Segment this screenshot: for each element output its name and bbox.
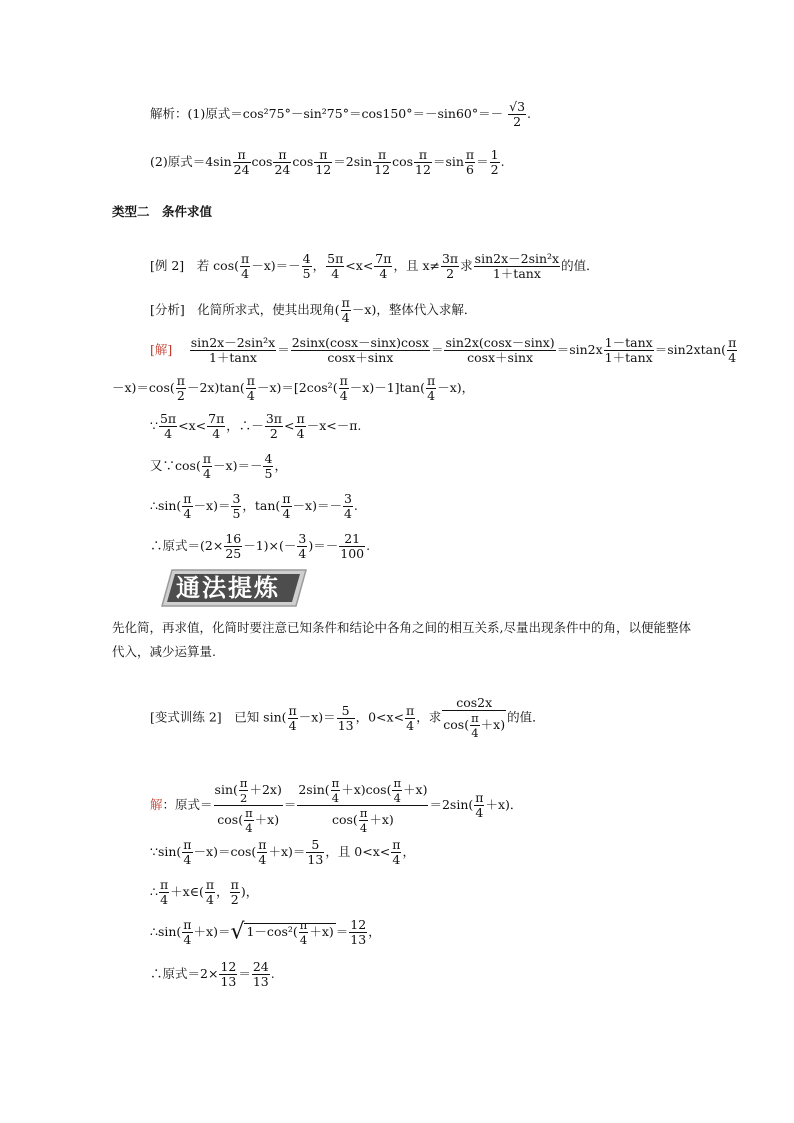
fraction: $\frac{\pi}{4}$ — [296, 411, 305, 441]
fraction: $\frac{\pi}{4}$ — [183, 917, 192, 947]
fraction: $\frac{\pi}{4}$ — [299, 918, 308, 947]
fraction: $\frac{2\sin x(\cos x-\sin x)\cos x}{\cos x+\sin x}$ — [291, 335, 429, 365]
fraction: $\frac{7\pi}{4}$ — [375, 251, 392, 281]
analysis-2: [分析] 化简所求式，使其出现角( $\frac{\pi}{4}$ －x)，整体代入求解． — [150, 295, 477, 325]
fraction: $\frac{\pi}{2}$ — [239, 776, 248, 805]
fraction: $\frac{\pi}{4}$ — [339, 373, 348, 403]
solution-line-6: ∴原式＝(2× $\frac{16}{25}$ －1)×(－ $\frac{3}{4}$ )＝－ $\frac{21}{100}$ . — [150, 531, 371, 561]
analysis-line-2: (2)原式＝4sin $\frac{\pi}{24}$ cos $\frac{\pi}{24}$ cos $\frac{\pi}{12}$ ＝2sin $\frac{\pi}{12}$ cos $\frac{\pi}{12}$ ＝sin $\frac{\pi}{6}$ ＝ $\frac{1}{2}$ . — [150, 147, 505, 177]
fraction: $\frac{\pi}{12}$ — [315, 147, 332, 177]
fraction: $\frac{\pi}{4}$ — [393, 776, 402, 805]
fraction: $\frac{1}{2}$ — [490, 147, 499, 177]
solution-line-4: 又∵cos( $\frac{\pi}{4}$ －x)＝－ $\frac{4}{5}$ ， — [150, 451, 287, 481]
variant-solution-line-4: ∴sin( $\frac{\pi}{4}$ ＋x)＝√ 1－cos²( $\frac{\pi}{4}$ ＋x) ＝ $\frac{12}{13}$ ， — [150, 917, 381, 947]
solution-line-3: ∵ $\frac{5\pi}{4}$ <x< $\frac{7\pi}{4}$ ，∴－ $\frac{3\pi}{2}$ < $\frac{\pi}{4}$ －x<－π. — [150, 411, 362, 441]
fraction: $\frac{1-\tan x}{1+\tan x}$ — [604, 335, 653, 365]
section-title: 类型二 条件求值 — [112, 204, 213, 219]
fraction: $\frac{12}{13}$ — [350, 917, 367, 947]
solution-label: [解] — [150, 342, 173, 357]
fraction: sin( $\frac{\pi}{2}$ ＋2x) cos( $\frac{\pi}{4}$ ＋x) — [214, 776, 282, 835]
fraction: $\frac{5\pi}{4}$ — [159, 411, 177, 441]
fraction: $\frac{\pi}{2}$ — [230, 877, 239, 907]
fraction: $\frac{7\pi}{4}$ — [208, 411, 225, 441]
fraction: $\frac{\text{sin2x－2sin²x}}{1+\tan x}$ — [190, 335, 276, 365]
fraction: $\frac{\pi}{24}$ — [274, 147, 291, 177]
fraction: $\frac{\pi}{4}$ — [406, 702, 415, 733]
fraction: $\frac{5}{13}$ — [337, 702, 354, 733]
fraction: $\frac{\pi}{4}$ — [282, 491, 291, 521]
fraction: $\frac{24}{13}$ — [252, 959, 269, 989]
solution-line-1: [解] $\frac{\text{sin2x－2sin²x}}{1+\tan x}$ ＝ $\frac{2\sin x(\cos x-\sin x)\cos x}{\cos x+\sin x}$ ＝ $\frac{\sin 2x(\cos x-\sin x)}{\cos x+\sin x}$ ＝sin2x $\frac{1-\tan x}{1+\tan x}$ ＝sin2xtan( $\frac{\pi}{4}$ — [150, 335, 737, 365]
fraction: $\frac{\pi}{4}$ — [471, 711, 479, 740]
fraction: $\frac{\pi}{4}$ — [359, 806, 368, 835]
variant-solution-line-5: ∴原式＝2× $\frac{12}{13}$ ＝ $\frac{24}{13}$ . — [150, 959, 275, 989]
fraction: $\frac{\pi}{4}$ — [426, 373, 436, 403]
fraction: $\frac{\pi}{4}$ — [202, 451, 212, 481]
fraction: $\frac{3}{5}$ — [232, 491, 241, 521]
fraction: $\frac{\pi}{12}$ — [415, 147, 431, 177]
method-banner — [158, 566, 310, 610]
variant-solution-line-3: ∴ $\frac{\pi}{4}$ ＋x∈( $\frac{\pi}{4}$ ， $\frac{\pi}{2}$ )， — [150, 877, 259, 907]
fraction: $\frac{\pi}{4}$ — [392, 837, 401, 867]
analysis-line-1: 解析：(1)原式＝cos²75°－sin²75°＝cos150°＝－sin60°＝－ $\frac{√3}{2}$ . — [150, 99, 532, 129]
fraction: $\frac{3\pi}{2}$ — [441, 251, 459, 281]
fraction: $\frac{3}{4}$ — [343, 491, 352, 521]
example-2: [例 2] 若 cos( $\frac{\pi}{4}$ －x)＝－ $\frac{4}{5}$ ， $\frac{5\pi}{4}$ <x< $\frac{7\pi}{4}$ ，且 x≠ $\frac{3\pi}{2}$ 求 $\frac{\text{sin2x－2sin²x}}{1+\tan x}$ 的值． — [150, 251, 599, 281]
fraction: $\frac{\pi}{4}$ — [183, 491, 192, 521]
fraction: $\frac{5\pi}{4}$ — [327, 251, 344, 281]
fraction: $\frac{\pi}{4}$ — [205, 877, 215, 907]
fraction: cos2x cos( $\frac{\pi}{4}$ ＋x) — [443, 695, 506, 740]
fraction: $\frac{\pi}{4}$ — [475, 790, 484, 820]
variant-2: [变式训练 2] 已知 sin( $\frac{\pi}{4}$ －x)＝ $\frac{5}{13}$ ，0<x< $\frac{\pi}{4}$ ，求 cos2x cos( $\frac{\pi}{4}$ ＋x) 的值． — [150, 695, 545, 740]
fraction: $\frac{3}{4}$ — [298, 531, 307, 561]
fraction: $\frac{4}{5}$ — [302, 251, 311, 281]
fraction: $\frac{\pi}{4}$ — [245, 806, 253, 835]
variant-solution-line-2: ∵sin( $\frac{\pi}{4}$ －x)＝cos( $\frac{\pi}{4}$ ＋x)＝ $\frac{5}{13}$ ，且 0<x< $\frac{\pi}{4}$ ， — [150, 837, 415, 867]
fraction: $\frac{\pi}{6}$ — [465, 147, 475, 177]
fraction: 2sin( $\frac{\pi}{4}$ ＋x)cos( $\frac{\pi}{4}$ ＋x) cos( $\frac{\pi}{4}$ ＋x) — [298, 776, 428, 835]
fraction: $\frac{\pi}{4}$ — [246, 373, 255, 403]
fraction: $\frac{12}{13}$ — [220, 959, 237, 989]
fraction: $\frac{16}{25}$ — [225, 531, 242, 561]
fraction: $\frac{\pi}{24}$ — [233, 147, 250, 177]
fraction: $\frac{\pi}{4}$ — [341, 295, 350, 325]
fraction: $\frac{3\pi}{2}$ — [265, 411, 282, 441]
fraction: $\frac{\pi}{2}$ — [176, 373, 185, 403]
solution-line-2: －x)＝cos( $\frac{\pi}{2}$ －2x)tan( $\frac{\pi}{4}$ －x)＝[2cos²( $\frac{\pi}{4}$ －x)－1]tan( $\frac{\pi}{4}$ －x)， — [112, 373, 475, 403]
fraction: $\frac{√3}{2}$ — [509, 99, 526, 129]
method-text: 先化简，再求值，化简时要注意已知条件和结论中各角之间的相互关系,尽量出现条件中的角，以便能整体代入，减少运算量. — [112, 620, 691, 659]
banner-title: 通法提炼 — [176, 574, 280, 602]
fraction: $\frac{\pi}{4}$ — [258, 837, 267, 867]
fraction: $\frac{\pi}{4}$ — [288, 702, 297, 733]
fraction: $\frac{\pi}{4}$ — [159, 877, 169, 907]
fraction: $\frac{\sin 2x(\cos x-\sin x)}{\cos x+\sin x}$ — [445, 335, 555, 365]
fraction: $\frac{\pi}{4}$ — [728, 335, 737, 365]
fraction: $\frac{\pi}{4}$ — [241, 251, 250, 281]
solution-line-5: ∴sin( $\frac{\pi}{4}$ －x)＝ $\frac{3}{5}$ ，tan( $\frac{\pi}{4}$ －x)＝－ $\frac{3}{4}$ . — [150, 491, 358, 521]
fraction: $\frac{4}{5}$ — [264, 451, 273, 481]
sqrt-radicand: 1－cos²( $\frac{\pi}{4}$ ＋x) — [246, 918, 334, 947]
fraction: $\frac{\pi}{12}$ — [374, 147, 391, 177]
fraction: $\frac{\pi}{4}$ — [331, 776, 340, 805]
fraction: $\frac{21}{100}$ — [340, 531, 365, 561]
variant-solution-line-1: 解：原式＝ sin( $\frac{\pi}{2}$ ＋2x) cos( $\frac{\pi}{4}$ ＋x) ＝ 2sin( $\frac{\pi}{4}$ ＋x)cos( $\frac{\pi}{4}$ ＋x) cos( $\frac{\pi}{4}$ ＋x) ＝2sin( $\frac{\pi}{4}$ ＋x)． — [150, 776, 523, 835]
fraction: $\frac{\text{sin2x－2sin²x}}{1+\tan x}$ — [474, 251, 560, 281]
fraction: $\frac{\pi}{4}$ — [183, 837, 192, 867]
fraction: $\frac{5}{13}$ — [307, 837, 324, 867]
